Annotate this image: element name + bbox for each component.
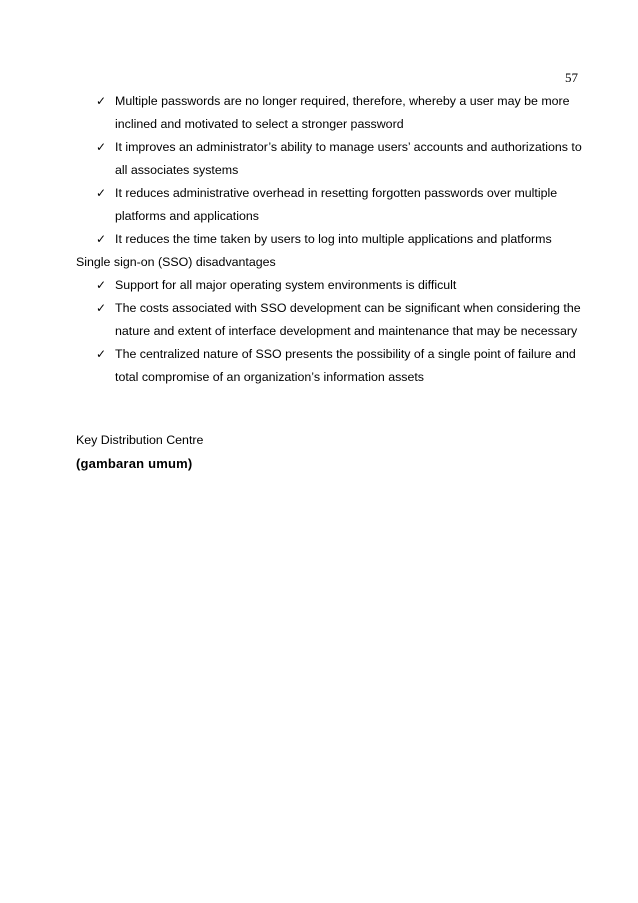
list-item-text: Multiple passwords are no longer required, therefore, whereby a user may be more inclined and motivated to select a stronger password <box>115 94 570 131</box>
list-item-text: Support for all major operating system environments is difficult <box>115 278 457 292</box>
list-item <box>76 182 586 228</box>
check-icon: ✓ <box>96 301 107 315</box>
check-icon: ✓ <box>96 278 107 292</box>
check-icon: ✓ <box>96 140 107 154</box>
kdc-section <box>76 429 586 475</box>
list-item <box>76 297 586 343</box>
check-icon: ✓ <box>96 232 107 246</box>
list-item-text: The centralized nature of SSO presents the possibility of a single point of failure and total compromise of an organization’s information assets <box>115 347 576 384</box>
check-icon: ✓ <box>96 347 107 361</box>
list-item-text: It reduces the time taken by users to log into multiple applications and platforms <box>115 232 552 246</box>
disadvantages-heading: Single sign-on (SSO) disadvantages <box>76 255 276 269</box>
check-icon: ✓ <box>96 94 107 108</box>
list-item <box>76 90 586 136</box>
disadvantages-list <box>76 274 586 389</box>
check-icon: ✓ <box>96 186 107 200</box>
kdc-title: Key Distribution Centre <box>76 433 204 447</box>
advantages-list <box>76 90 586 251</box>
kdc-subtitle: (gambaran umum) <box>76 456 193 471</box>
list-item <box>76 136 586 182</box>
list-item-text: It reduces administrative overhead in resetting forgotten passwords over multiple platforms and applications <box>115 186 558 223</box>
list-item-text: It improves an administrator’s ability to manage users’ accounts and authorizations to all associates systems <box>115 140 582 177</box>
page-number: 57 <box>565 70 578 85</box>
list-item <box>76 343 586 389</box>
list-item <box>76 274 586 297</box>
list-item-text: The costs associated with SSO development can be significant when considering the nature and extent of interface development and maintenance that may be necessary <box>115 301 581 338</box>
list-item <box>76 228 586 251</box>
document-body <box>76 90 586 475</box>
